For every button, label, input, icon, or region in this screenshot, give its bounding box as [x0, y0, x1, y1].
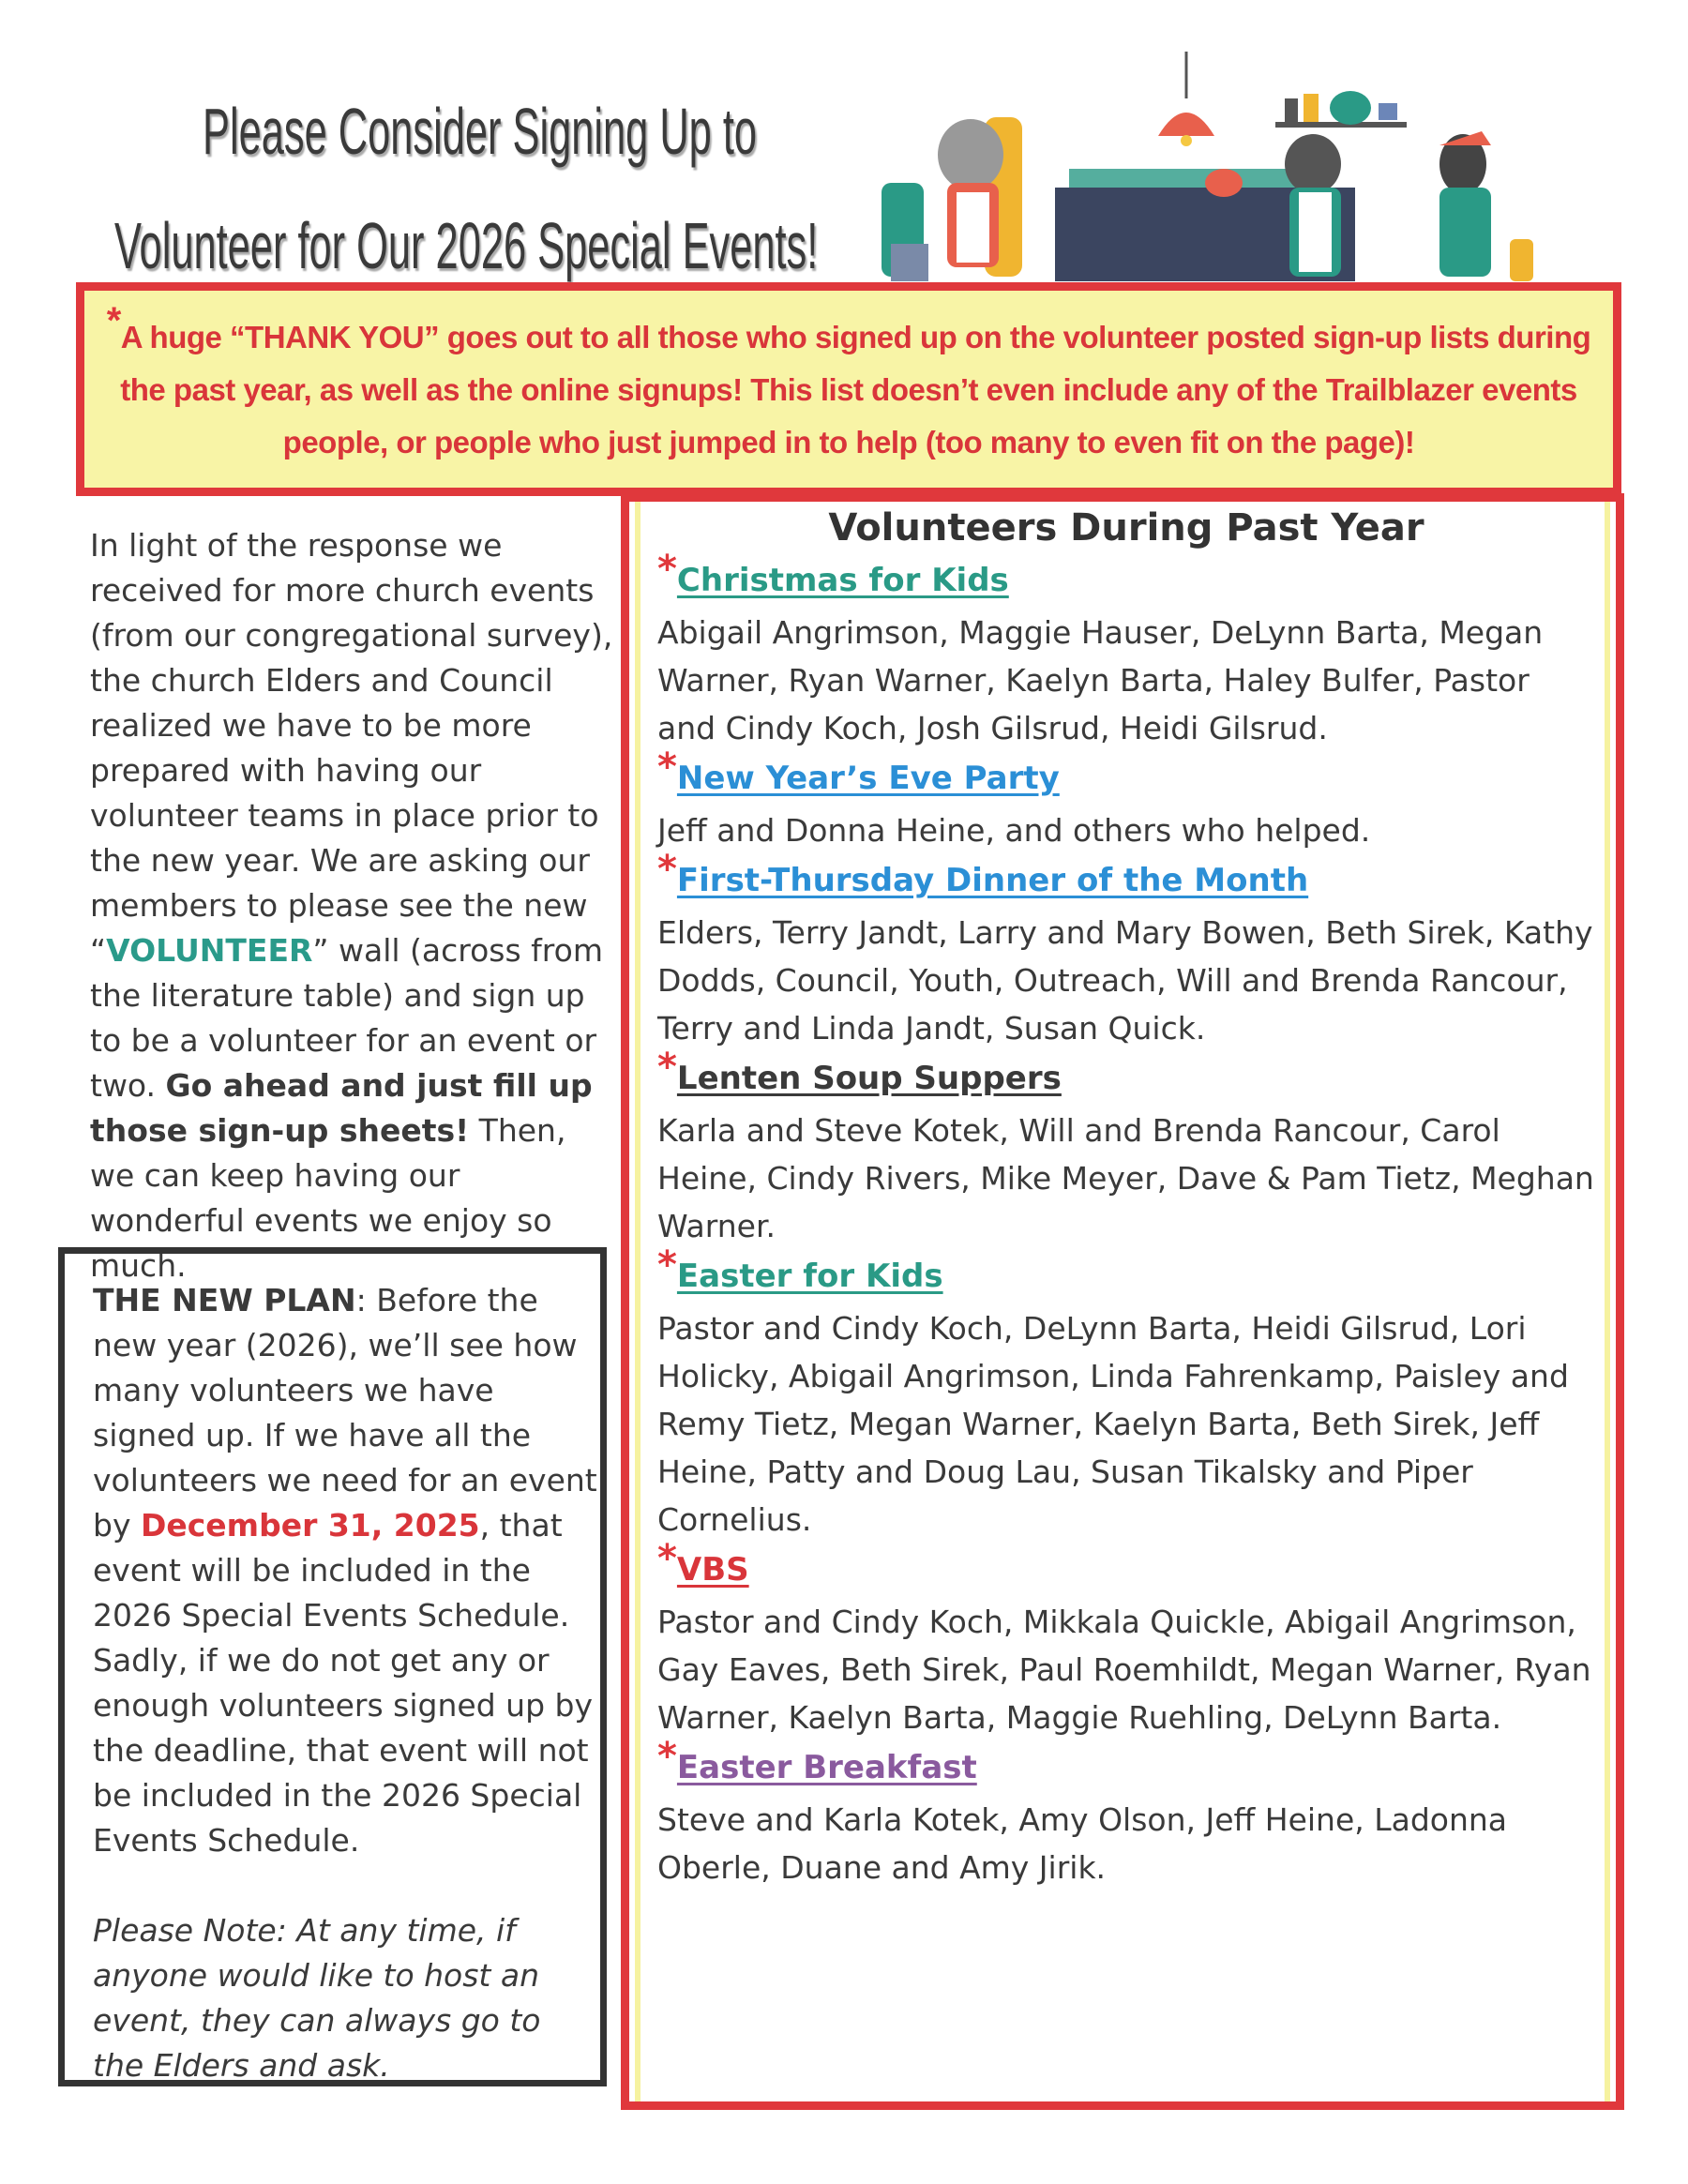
event-volunteers: Abigail Angrimson, Maggie Hauser, DeLynn Barta, Megan Warner, Ryan Warner, Kaelyn Barta, Haley Bulfer, Pastor and Cindy Koch, Josh Gilsrud, Heidi Gilsrud. — [657, 614, 1544, 746]
event-section — [657, 1243, 1595, 1544]
asterisk-icon: * — [106, 300, 121, 341]
asterisk-icon: * — [657, 548, 677, 591]
volunteers-box — [621, 493, 1624, 2110]
plan-text: , that event will be included in the 2026 Special Events Schedule. Sadly, if we do not get any or enough volunteers signed up by the deadline, that event will not be included in the 2026 Special Events Schedule. — [93, 1507, 593, 1859]
event-volunteers: Pastor and Cindy Koch, Mikkala Quickle, Abigail Angrimson, Gay Eaves, Beth Sirek, Paul Roemhildt, Megan Warner, Ryan Warner, Kaelyn Barta, Maggie Ruehling, DeLynn Barta. — [657, 1604, 1591, 1736]
asterisk-icon: * — [657, 1735, 677, 1778]
event-section — [657, 848, 1595, 1052]
event-name: First-Thursday Dinner of the Month — [676, 862, 1309, 899]
new-plan-label: THE NEW PLAN — [93, 1282, 356, 1318]
event-name: Easter Breakfast — [676, 1749, 977, 1786]
deadline-date: December 31, 2025 — [140, 1507, 480, 1544]
asterisk-icon: * — [657, 1046, 677, 1089]
event-heading — [657, 1537, 1595, 1590]
event-name: Christmas for Kids — [676, 562, 1009, 599]
event-name: Lenten Soup Suppers — [676, 1060, 1062, 1097]
event-section — [657, 1735, 1595, 1891]
event-volunteers: Steve and Karla Kotek, Amy Olson, Jeff Heine, Ladonna Oberle, Duane and Amy Jirik. — [657, 1801, 1508, 1886]
event-section — [657, 1537, 1595, 1741]
plan-text: : Before the new year (2026), we’ll see how many volunteers we have signed up. If we have all the volunteers we need for an event by — [93, 1282, 597, 1544]
event-volunteers: Elders, Terry Jandt, Larry and Mary Bowen, Beth Sirek, Kathy Dodds, Council, Youth, Outreach, Will and Brenda Rancour, Terry and Linda Jandt, Susan Quick. — [657, 914, 1593, 1047]
intro-text: ” wall (across from the literature table) and sign up to be a volunteer for an event or two. — [90, 932, 603, 1104]
intro-text: In light of the response we received for more church events (from our congregational survey), the church Elders and Council realized we have to be more prepared with having our volunteer teams in place prior to the new year. We are asking our members to please see the new “ — [90, 527, 613, 969]
volunteers-title: Volunteers During Past Year — [828, 506, 1424, 550]
event-heading — [657, 1735, 1595, 1788]
intro-emphasis: Go ahead and just fill up those sign-up sheets! — [90, 1067, 593, 1149]
new-plan-box — [58, 1247, 607, 2086]
event-name: New Year’s Eve Party — [676, 760, 1060, 797]
please-note: Please Note: At any time, if anyone would like to host an event, they can always go to the Elders and ask. — [93, 1912, 541, 2084]
event-section — [657, 1046, 1595, 1250]
asterisk-icon: * — [657, 1243, 677, 1287]
title-line-2: Volunteer for Our 2026 Special Events! — [114, 209, 819, 282]
event-volunteers: Jeff and Donna Heine, and others who helped. — [657, 812, 1371, 849]
event-name: VBS — [676, 1551, 749, 1589]
title-line-1: Please Consider Signing Up to — [203, 95, 758, 168]
asterisk-icon: * — [657, 848, 677, 891]
asterisk-icon: * — [657, 746, 677, 789]
intro-paragraph — [90, 523, 615, 1288]
event-heading — [657, 1243, 1595, 1297]
event-volunteers: Karla and Steve Kotek, Will and Brenda Rancour, Carol Heine, Cindy Rivers, Mike Meyer, Dave & Pam Tietz, Meghan Warner. — [657, 1112, 1594, 1244]
event-heading — [657, 1046, 1595, 1099]
event-heading — [657, 746, 1595, 799]
event-section — [657, 746, 1595, 854]
kitchen-animals-illustration — [882, 52, 1575, 286]
event-name: Easter for Kids — [676, 1258, 943, 1295]
volunteer-wall-label: VOLUNTEER — [106, 932, 313, 969]
event-heading — [657, 548, 1595, 601]
intro-text: Then, we can keep having our wonderful events we enjoy so much. — [90, 1112, 566, 1284]
thank-you-text: A huge “THANK YOU” goes out to all those who signed up on the volunteer posted sign-up lists during the past year, as well as the online signups! This list doesn’t even include any of the Trailblazer events people, or people who just jumped in to help (too many to even fit on the page)! — [120, 320, 1591, 459]
asterisk-icon: * — [657, 1537, 677, 1580]
event-volunteers: Pastor and Cindy Koch, DeLynn Barta, Heidi Gilsrud, Lori Holicky, Abigail Angrimson, Linda Fahrenkamp, Paisley and Remy Tietz, Megan Warner, Kaelyn Barta, Beth Sirek, Jeff Heine, Patty and Doug Lau, Susan Tikalsky and Piper Cornelius. — [657, 1310, 1569, 1538]
event-section — [657, 548, 1595, 752]
event-heading — [657, 848, 1595, 901]
thank-you-banner — [76, 282, 1621, 496]
